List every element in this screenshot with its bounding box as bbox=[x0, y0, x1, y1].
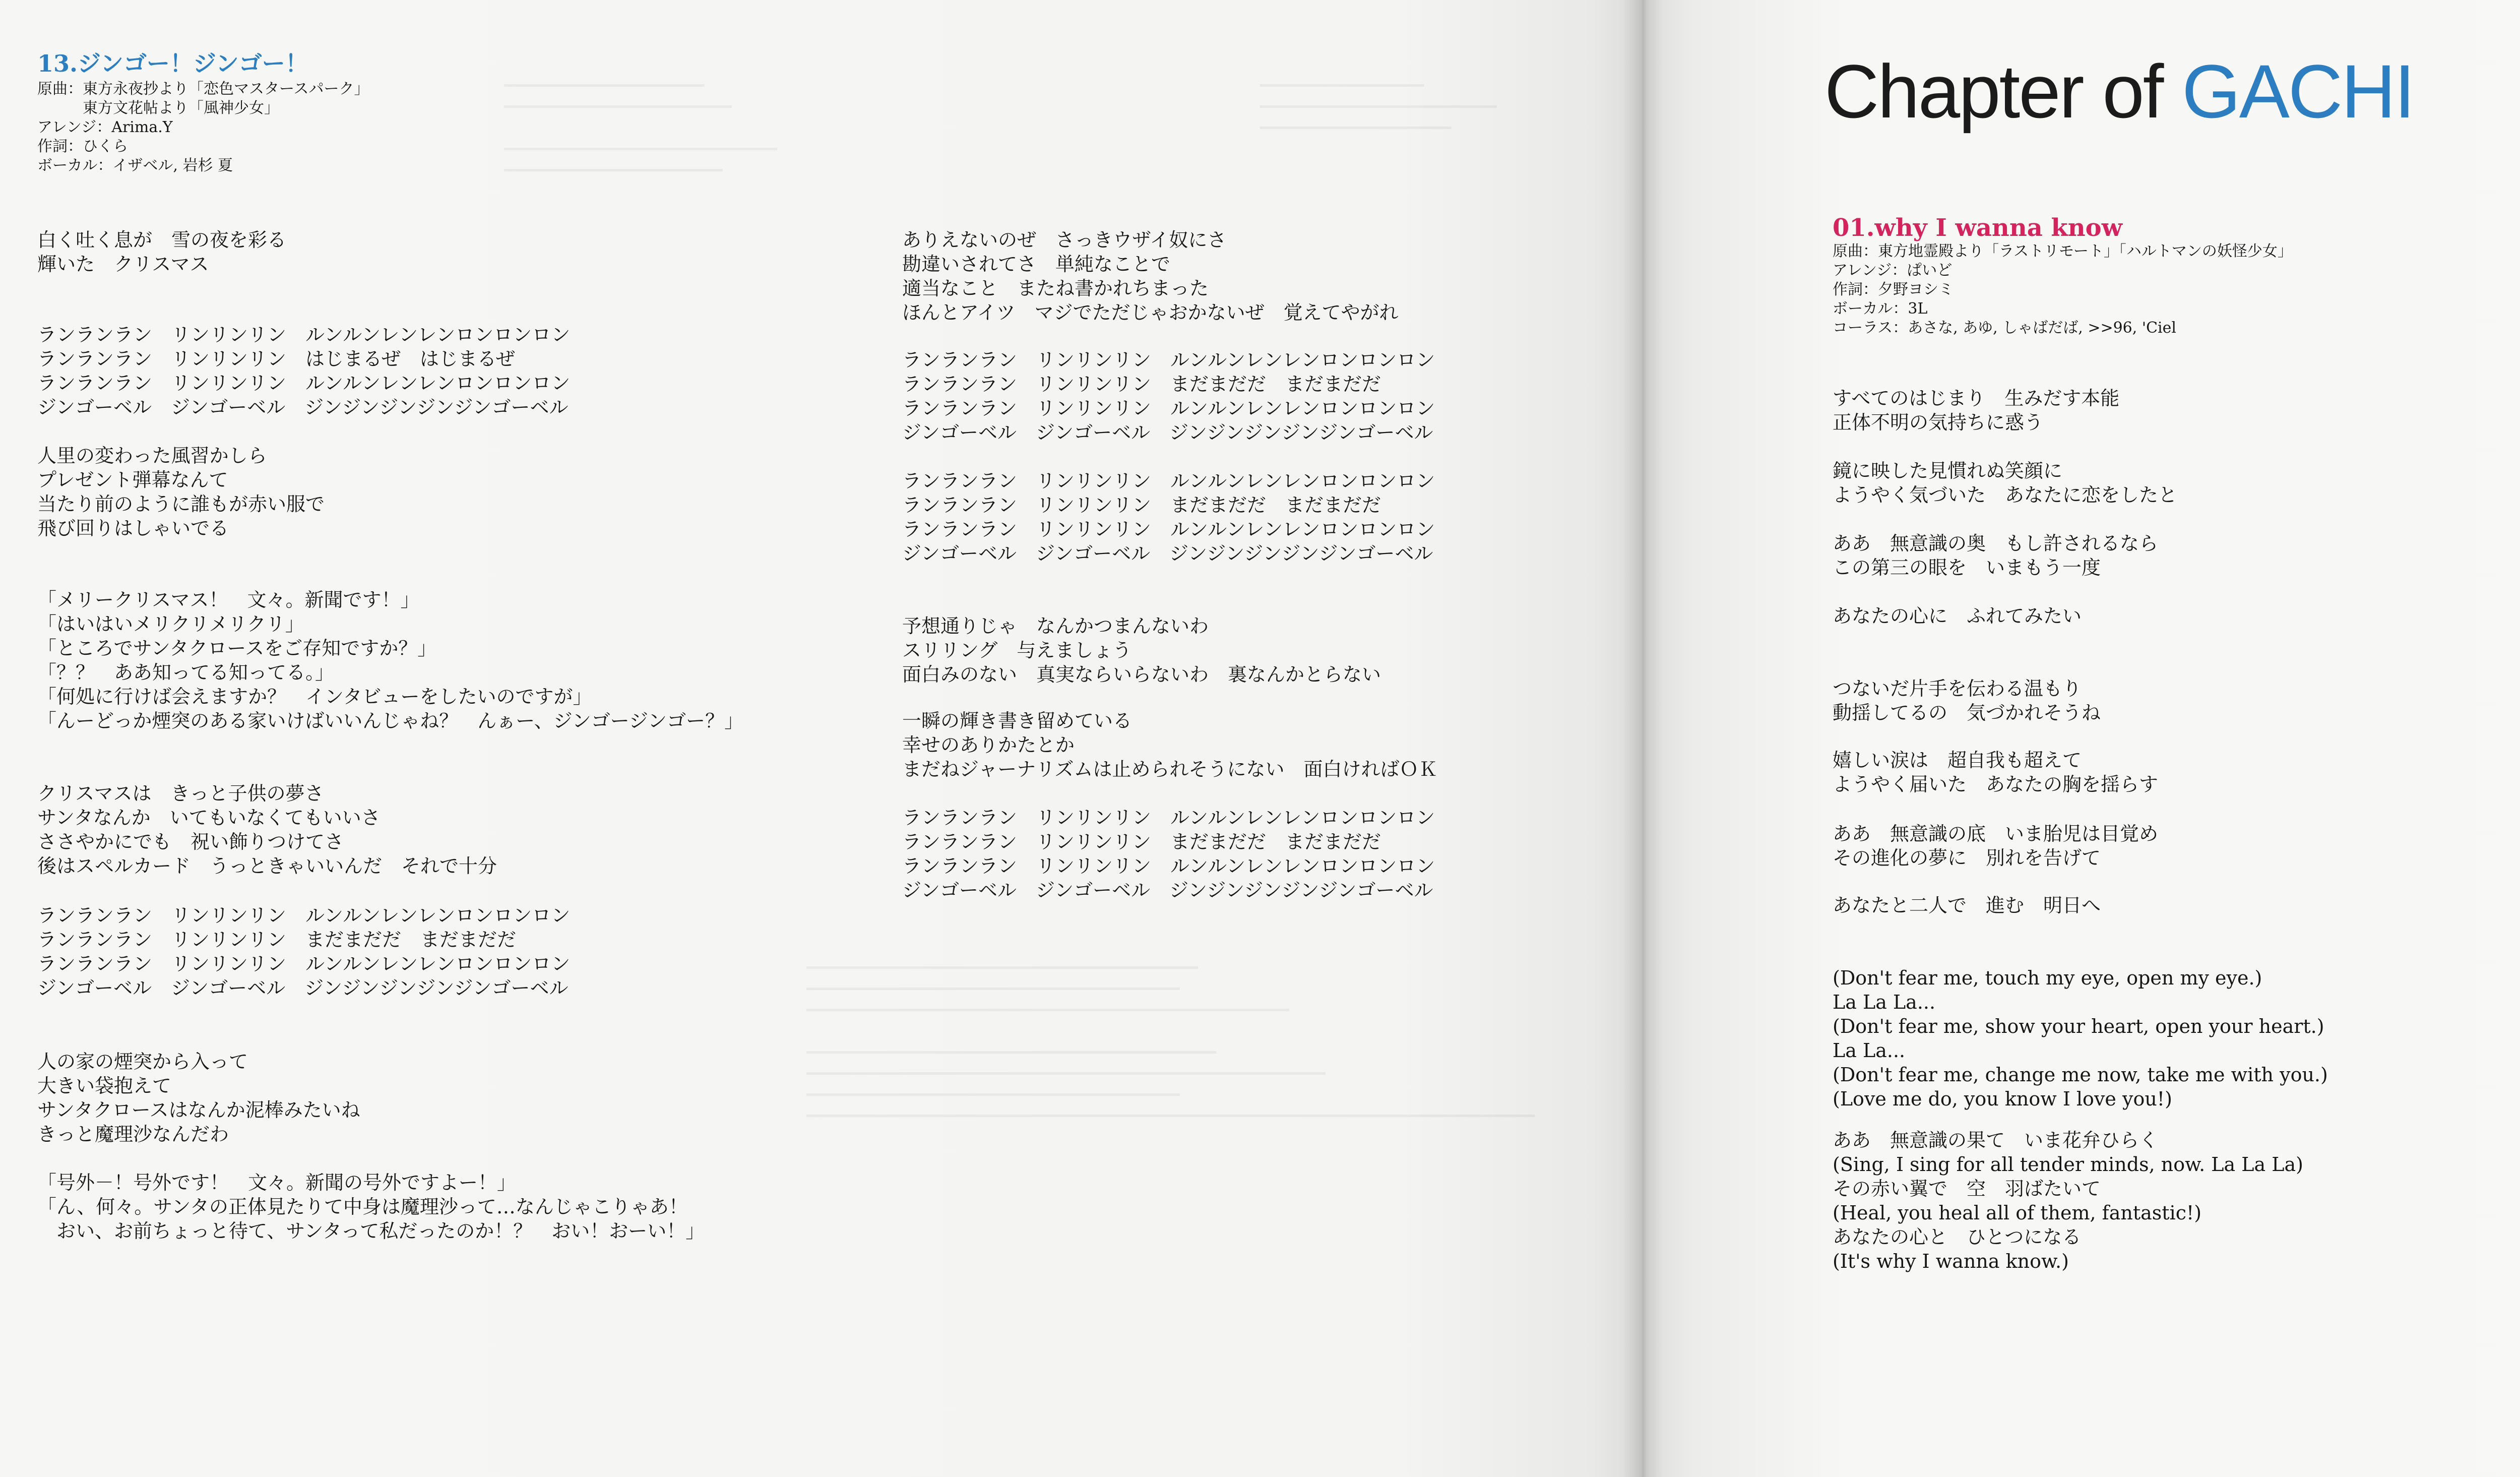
song-credits-why-i-wanna-know: 原曲：東方地霊殿より「ラストリモート」「ハルトマンの妖怪少女」 アレンジ：ぱいど 作詞：夕野ヨシミ ボーカル：3L コーラス：あさな, あゆ, しゃばだば, >>96, 'Ciel bbox=[1833, 242, 2293, 337]
lyrics-stanza: 人の家の煙突から入って 大きい袋抱えて サンタクロースはなんか泥棒みたいね きっと魔理沙なんだわ bbox=[37, 1051, 360, 1145]
lyrics-stanza: ああ 無意識の奥 もし許されるなら この第三の眼を いまもう一度 bbox=[1833, 532, 2159, 579]
lyrics-stanza: 予想通りじゃ なんかつまんないわ スリリング 与えましょう 面白みのない 真実ならいらないわ 裏なんかとらない bbox=[902, 615, 1381, 686]
lyrics-stanza: あなたと二人で 進む 明日へ bbox=[1833, 894, 2101, 916]
lyrics-stanza: あなたの心に ふれてみたい bbox=[1833, 605, 2082, 627]
song-title-why-i-wanna-know: 01.why I wanna know bbox=[1833, 214, 2123, 242]
lyrics-stanza: 人里の変わった風習かしら プレゼント弾幕なんて 当たり前のように誰もが赤い服で 飛び回りはしゃいでる bbox=[37, 445, 325, 539]
lyrics-stanza: すべてのはじまり 生みだす本能 正体不明の気持ちに惑う bbox=[1833, 387, 2120, 434]
chapter-heading-name: GACHI bbox=[2182, 49, 2414, 134]
lyrics-stanza: つないだ片手を伝わる温もり 動揺してるの 気づかれそうね bbox=[1833, 678, 2101, 724]
lyrics-stanza: ランランラン リンリンリン ルンルンレンレンロンロンロン ランランラン リンリンリン まだまだだ まだまだだ ランランラン リンリンリン ルンルンレンレンロンロンロン ジンゴーベル ジンゴーベル ジンジンジンジンジンゴーベル bbox=[902, 349, 1435, 444]
chapter-heading-prefix: Chapter of bbox=[1824, 49, 2163, 134]
lyrics-stanza: ランランラン リンリンリン ルンルンレンレンロンロンロン ランランラン リンリンリン まだまだだ まだまだだ ランランラン リンリンリン ルンルンレンレンロンロンロン ジンゴーベル ジンゴーベル ジンジンジンジンジンゴーベル bbox=[902, 470, 1435, 565]
lyrics-stanza: 「号外－！号外です！ 文々。新聞の号外ですよー！」 「ん、何々。サンタの正体見たりて中身は魔理沙って…なんじゃこりゃあ！ おい、お前ちょっと待て、サンタって私だったのか！？ おい！おーい！」 bbox=[37, 1172, 705, 1242]
bleed-through-text bbox=[1260, 76, 1497, 139]
lyrics-stanza: 嬉しい涙は 超自我も超えて ようやく届いた あなたの胸を揺らす bbox=[1833, 749, 2159, 795]
lyrics-stanza: ありえないのぜ さっきウザイ奴にさ 勘違いされてさ 単純なことで 適当なこと またね書かれちまった ほんとアイツ マジでただじゃおかないぜ 覚えてやがれ bbox=[902, 229, 1399, 324]
bleed-through-text bbox=[806, 958, 1535, 1127]
lyrics-stanza: ランランラン リンリンリン ルンルンレンレンロンロンロン ランランラン リンリンリン はじまるぜ はじまるぜ ランランラン リンリンリン ルンルンレンレンロンロンロン ジンゴーベル ジンゴーベル ジンジンジンジンジンゴーベル bbox=[37, 324, 571, 418]
lyrics-stanza: 鏡に映した見慣れぬ笑顔に ようやく気づいた あなたに恋をしたと bbox=[1833, 460, 2178, 506]
book-spine-gutter bbox=[1623, 0, 1663, 1477]
lyrics-stanza: ああ 無意識の果て いま花弁ひらく (Sing, I sing for all tender minds, now. La La La) その赤い翼で 空 羽ばたいて (Heal, you heal all of them, fantastic!) あなたの心と ひとつになる (It's why I wanna know.) bbox=[1833, 1129, 2303, 1272]
song-title-jingo: 13.ジンゴー！ジンゴー！ bbox=[37, 50, 308, 77]
lyrics-stanza: 一瞬の輝き書き留めている 幸せのありかたとか まだねジャーナリズムは止められそうにない 面白ければＯＫ bbox=[902, 710, 1438, 780]
bleed-through-text bbox=[504, 76, 777, 181]
song-credits-jingo: 原曲：東方永夜抄より「恋色マスタースパーク」 東方文花帖より「風神少女」 アレンジ：Arima.Y 作詞：ひくら ボーカル：イザベル, 岩杉 夏 bbox=[37, 80, 369, 174]
lyrics-stanza: 「メリークリスマス！ 文々。新聞です！」 「はいはいメリクリメリクリ」 「ところでサンタクロースをご存知ですか？」 「？？ ああ知ってる知ってる。」 「何処に行けば会えますか？ インタビューをしたいのですが」 「んーどっか煙突のある家いけばいいんじゃね？ んぁー、ジンゴージンゴー？」 bbox=[37, 589, 744, 732]
lyrics-stanza: ああ 無意識の底 いま胎児は目覚め その進化の夢に 別れを告げて bbox=[1833, 823, 2159, 869]
chapter-heading bbox=[1824, 48, 2414, 134]
lyrics-stanza: ランランラン リンリンリン ルンルンレンレンロンロンロン ランランラン リンリンリン まだまだだ まだまだだ ランランラン リンリンリン ルンルンレンレンロンロンロン ジンゴーベル ジンゴーベル ジンジンジンジンジンゴーベル bbox=[37, 904, 571, 999]
lyrics-stanza: ランランラン リンリンリン ルンルンレンレンロンロンロン ランランラン リンリンリン まだまだだ まだまだだ ランランラン リンリンリン ルンルンレンレンロンロンロン ジンゴーベル ジンゴーベル ジンジンジンジンジンゴーベル bbox=[902, 807, 1435, 901]
lyrics-stanza: クリスマスは きっと子供の夢さ サンタなんか いてもいなくてもいいさ ささやかにでも 祝い飾りつけてさ 後はスペルカード うっときゃいいんだ それで十分 bbox=[37, 782, 497, 877]
lyrics-stanza: (Don't fear me, touch my eye, open my eye.) La La La... (Don't fear me, show your heart, open your heart.) La La... (Don't fear me, change me now, take me with you.) (Love me do, you know I love you!) bbox=[1833, 967, 2328, 1110]
lyrics-stanza: 白く吐く息が 雪の夜を彩る 輝いた クリスマス bbox=[37, 229, 287, 275]
